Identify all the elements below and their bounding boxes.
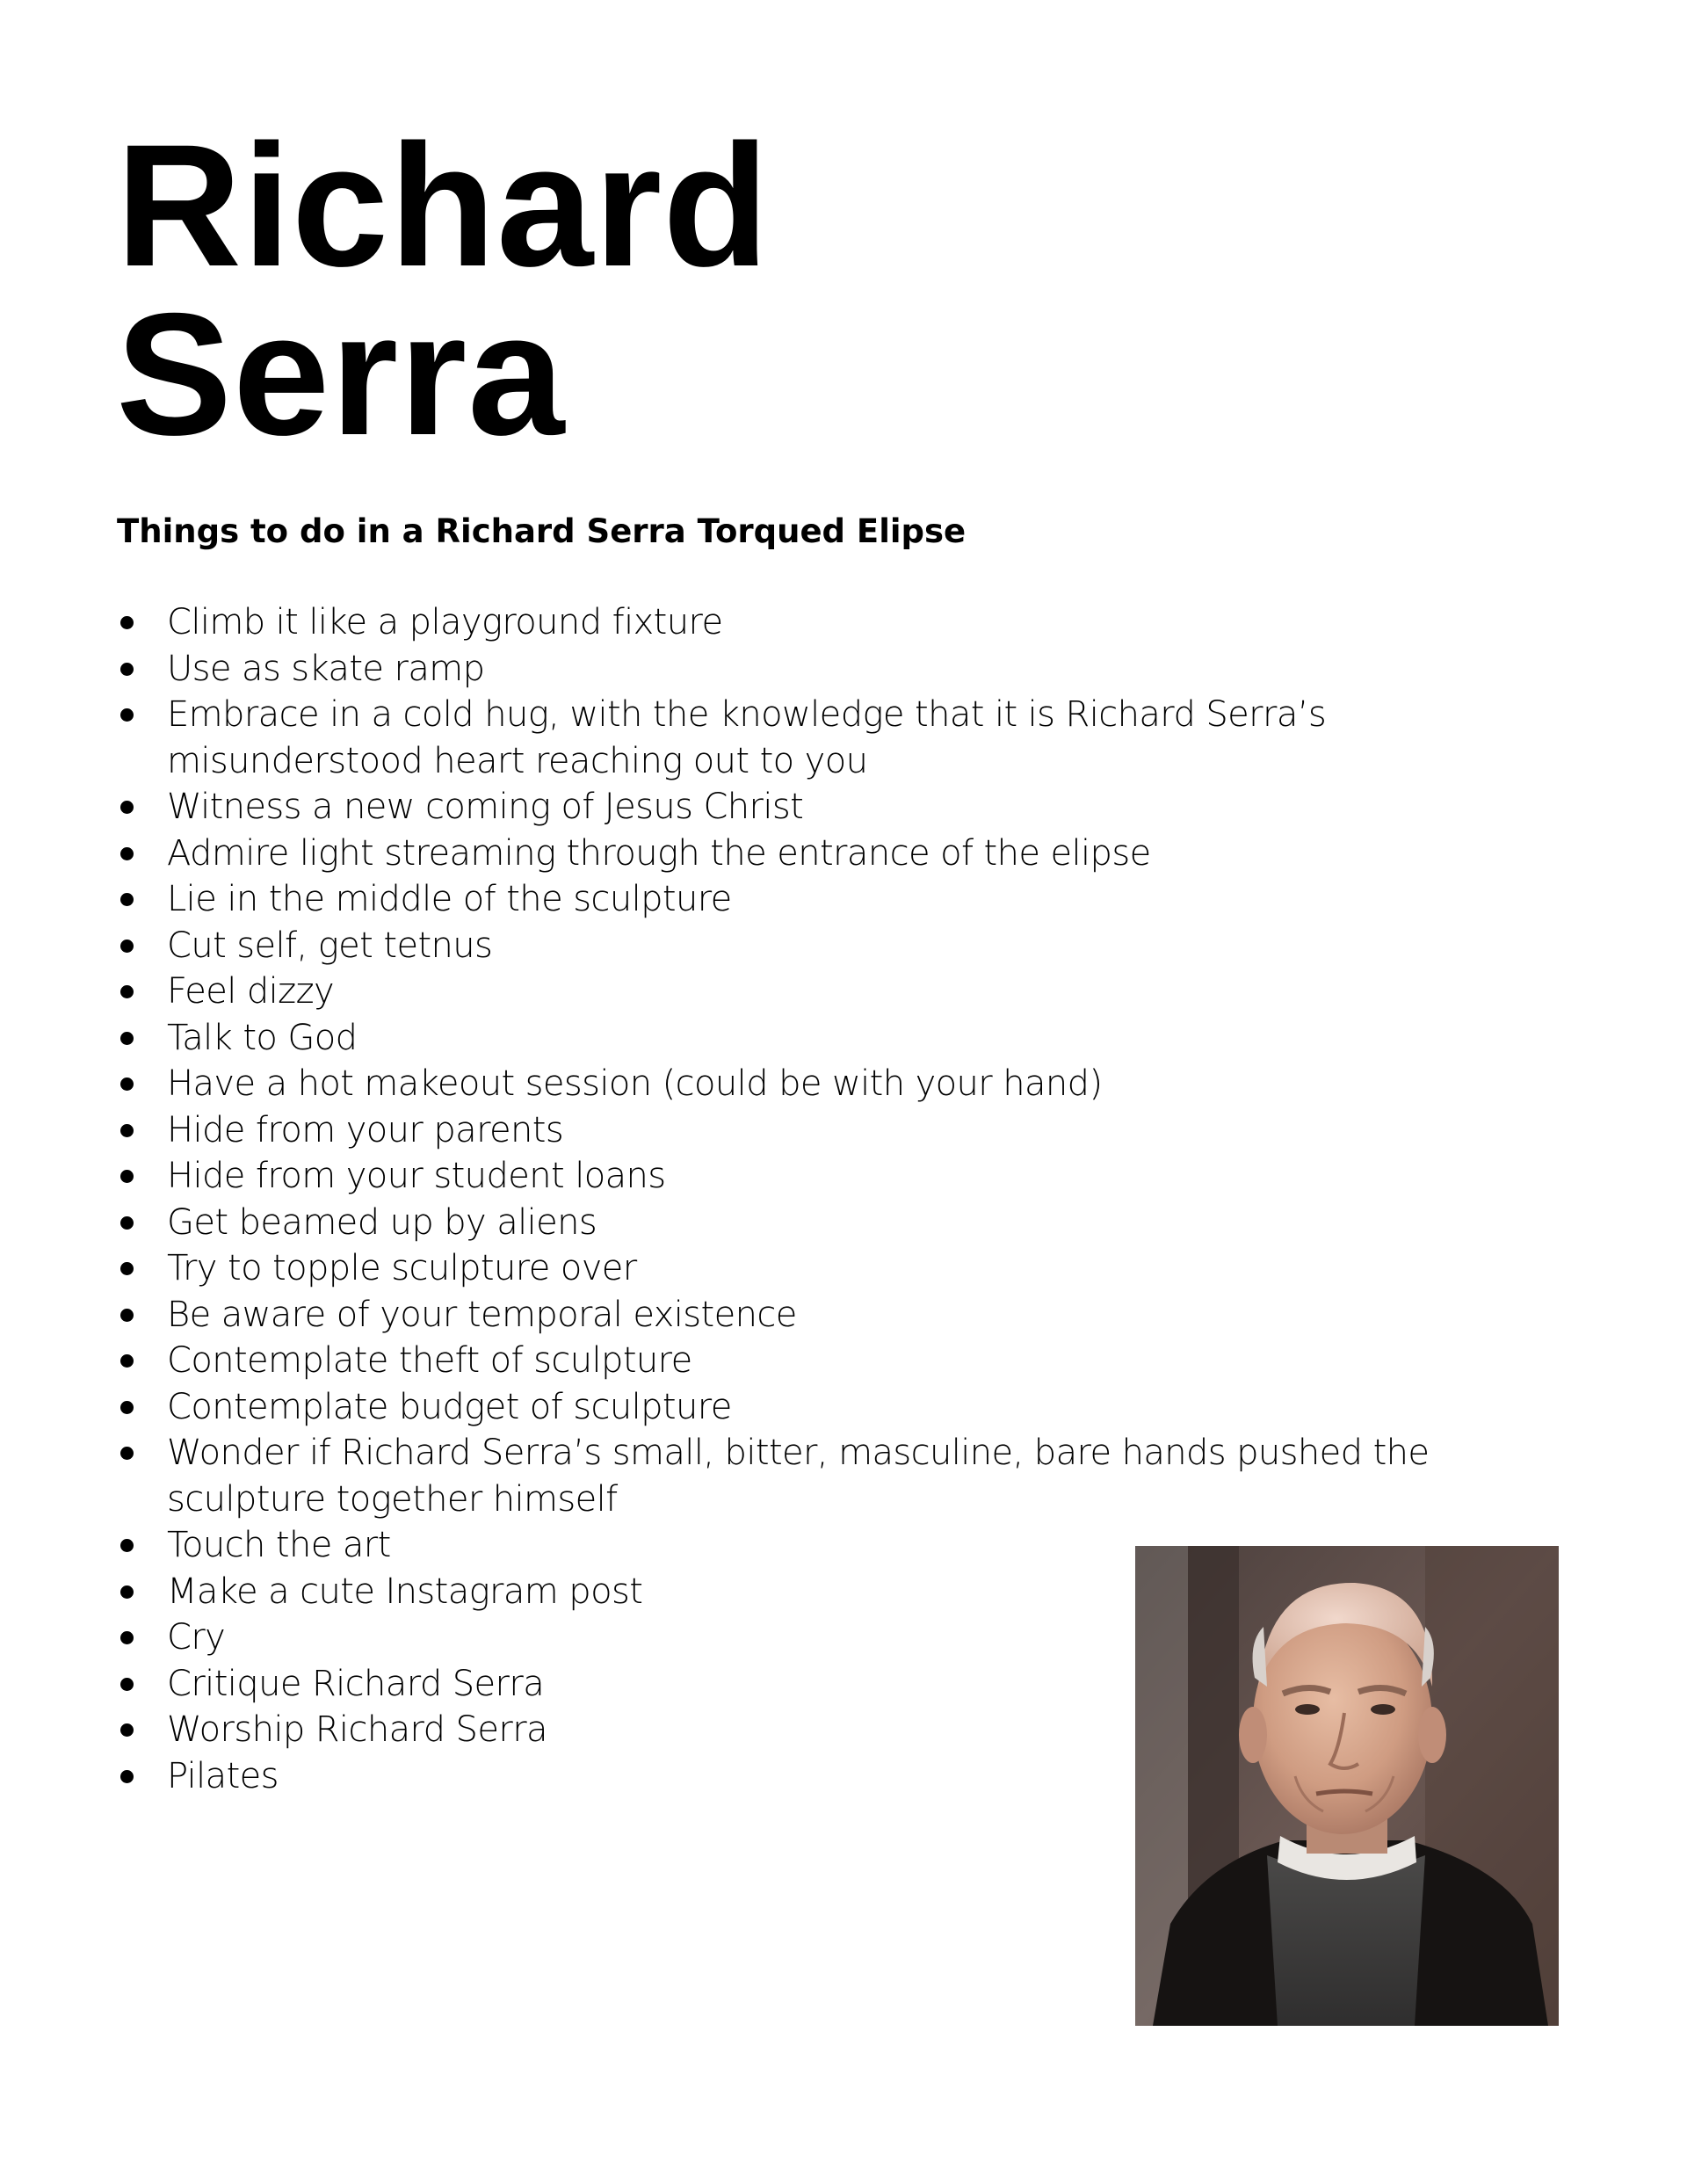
bullet-icon	[120, 1354, 134, 1368]
bullet-icon	[120, 1216, 134, 1230]
list-item-text: Lie in the middle of the sculpture	[167, 879, 732, 919]
list-item-text: Witness a new coming of Jesus Christ	[167, 787, 804, 827]
bullet-icon	[120, 1124, 134, 1137]
bullet-icon	[120, 1678, 134, 1691]
bullet-icon	[120, 1539, 134, 1552]
list-item-text: Pilates	[167, 1755, 279, 1796]
list-item	[117, 1015, 1452, 1062]
bullet-icon	[120, 663, 134, 676]
list-item-text: Contemplate budget of sculpture	[167, 1386, 732, 1427]
bullet-icon	[120, 616, 134, 629]
portrait-photo	[1135, 1546, 1559, 2026]
list-item	[117, 646, 1452, 693]
list-item-text: Wonder if Richard Serra’s small, bitter, masculine, bare hands pushed the sculpture together himself	[167, 1433, 1430, 1520]
list-item	[117, 1153, 1452, 1200]
bullet-icon	[120, 1170, 134, 1183]
list-item-text: Hide from your student loans	[167, 1156, 666, 1196]
bullet-icon	[120, 1770, 134, 1783]
list-item	[117, 1338, 1452, 1384]
bullet-icon	[120, 847, 134, 860]
list-item	[117, 1061, 1452, 1107]
list-item-text: Embrace in a cold hug, with the knowledge that it is Richard Serra’s misunderstood heart reaching out to you	[167, 694, 1327, 781]
list-item	[117, 876, 1452, 923]
list-item-text: Climb it like a playground fixture	[167, 602, 723, 642]
page-title-line-1: Richard	[116, 108, 771, 302]
list-item	[117, 1200, 1452, 1246]
list-item	[117, 1107, 1452, 1154]
list-item-text: Hide from your parents	[167, 1109, 564, 1150]
list-item-text: Make a cute Instagram post	[167, 1571, 643, 1612]
bullet-icon	[120, 985, 134, 998]
list-item	[117, 1384, 1452, 1431]
list-item-text: Be aware of your temporal existence	[167, 1294, 797, 1335]
page-title-line-2: Serra	[116, 277, 566, 471]
list-heading: Things to do in a Richard Serra Torqued Elipse	[117, 512, 967, 550]
bullet-icon	[120, 1032, 134, 1045]
list-item-text: Talk to God	[167, 1017, 358, 1058]
list-item-text: Touch the art	[167, 1525, 391, 1565]
page-title	[116, 108, 771, 471]
list-item-text: Worship Richard Serra	[167, 1709, 547, 1750]
bullet-icon	[120, 1077, 134, 1091]
list-item-text: Admire light streaming through the entrance of the elipse	[167, 832, 1151, 874]
list-item-text: Contemplate theft of sculpture	[167, 1340, 692, 1381]
list-item-text: Have a hot makeout session (could be with your hand)	[167, 1063, 1103, 1104]
list-item	[117, 1292, 1452, 1339]
list-item	[117, 831, 1452, 877]
bullet-icon	[120, 1447, 134, 1460]
list-item	[117, 1430, 1452, 1522]
list-item-text: Try to topple sculpture over	[167, 1248, 637, 1288]
bullet-icon	[120, 1309, 134, 1322]
list-item-text: Use as skate ramp	[167, 648, 485, 689]
list-item-text: Cry	[167, 1617, 226, 1658]
bullet-icon	[120, 1401, 134, 1414]
list-item	[117, 692, 1452, 784]
list-item-text: Get beamed up by aliens	[167, 1201, 597, 1243]
bullet-icon	[120, 1723, 134, 1737]
bullet-icon	[120, 708, 134, 722]
list-item-text: Critique Richard Serra	[167, 1663, 545, 1704]
list-item	[117, 1245, 1452, 1292]
bullet-icon	[120, 1585, 134, 1599]
bullet-icon	[120, 1262, 134, 1275]
bullet-icon	[120, 1631, 134, 1644]
list-item-text: Feel dizzy	[167, 971, 335, 1012]
bullet-icon	[120, 801, 134, 814]
bullet-icon	[120, 940, 134, 953]
list-item-text: Cut self, get tetnus	[167, 925, 493, 966]
list-item	[117, 923, 1452, 969]
bullet-icon	[120, 893, 134, 906]
list-item	[117, 784, 1452, 831]
list-item	[117, 969, 1452, 1015]
list-item	[117, 599, 1452, 646]
